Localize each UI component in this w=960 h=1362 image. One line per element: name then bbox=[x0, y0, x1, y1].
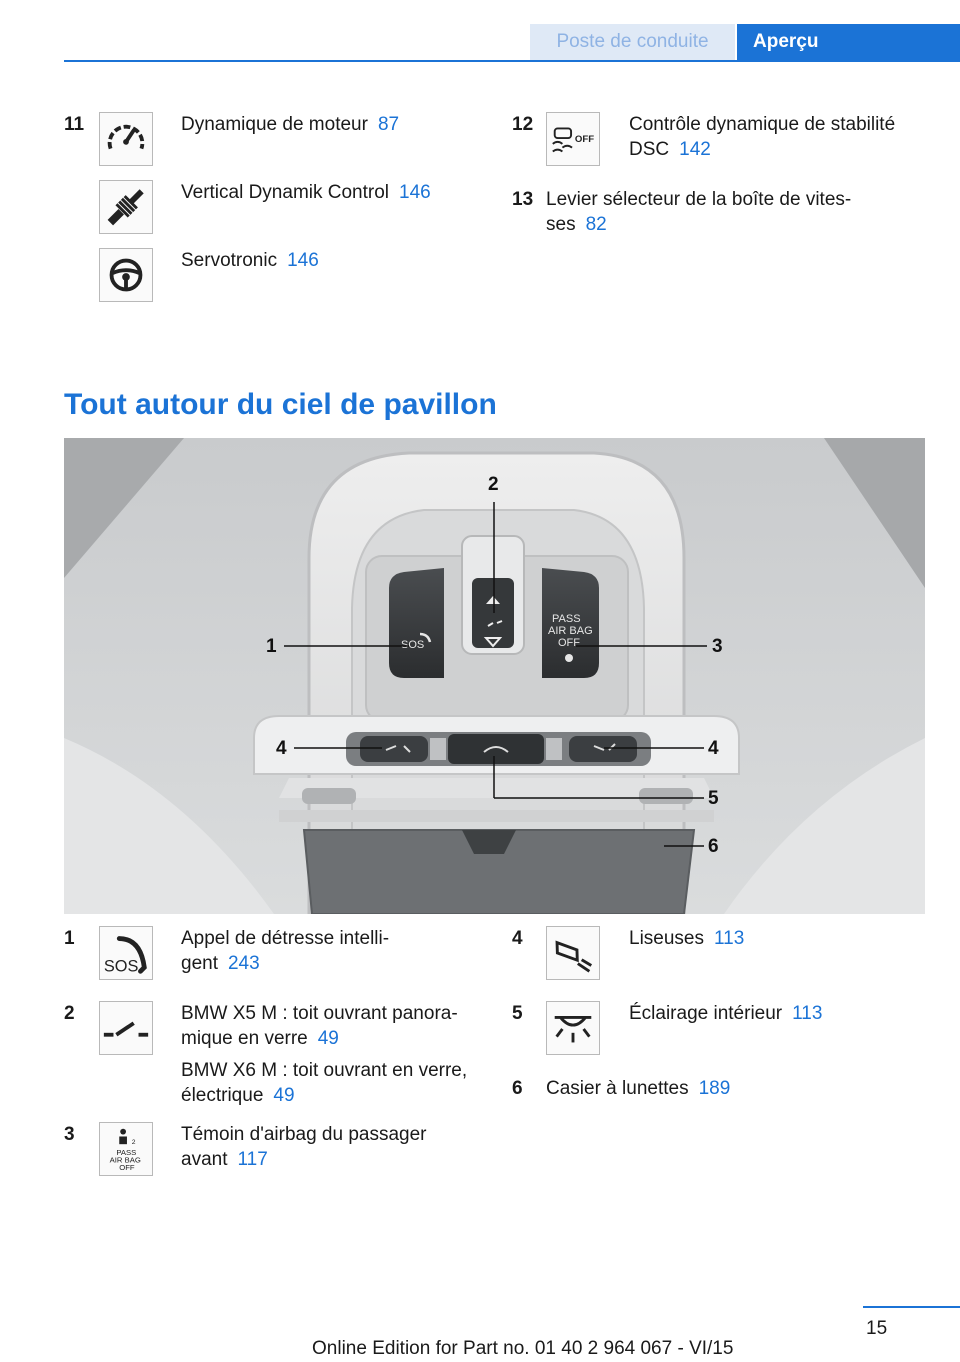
speedometer-icon bbox=[99, 112, 153, 166]
page-link[interactable]: 146 bbox=[287, 250, 319, 271]
item-label: Contrôle dynamique de stabilité bbox=[629, 114, 896, 135]
item-label: DSC bbox=[629, 139, 670, 160]
sos-phone-icon bbox=[99, 926, 153, 980]
item-label: Casier à lunettes bbox=[546, 1078, 689, 1099]
overhead-console-photo bbox=[64, 438, 925, 914]
list-item bbox=[629, 926, 744, 951]
shock-absorber-icon bbox=[99, 180, 153, 234]
item-label: avant bbox=[181, 1149, 228, 1170]
header-rule bbox=[64, 60, 960, 62]
callout-5: 5 bbox=[708, 788, 719, 809]
item-number-3: 3 bbox=[64, 1124, 75, 1145]
icon-text-airbag: AIR BAG bbox=[109, 1155, 141, 1165]
callout-2: 2 bbox=[488, 474, 499, 495]
svg-text:2: 2 bbox=[131, 1139, 136, 1147]
item-number-2: 2 bbox=[64, 1003, 75, 1024]
pass-label-1: PASS bbox=[552, 613, 581, 625]
list-item bbox=[181, 926, 389, 976]
dsc-off-icon bbox=[546, 112, 600, 166]
item-label: Éclairage intérieur bbox=[629, 1003, 783, 1024]
page-link[interactable]: 189 bbox=[698, 1078, 731, 1099]
passenger-airbag-icon bbox=[99, 1122, 153, 1176]
item-label: Vertical Dynamik Control bbox=[181, 182, 390, 203]
item-number-1: 1 bbox=[64, 928, 75, 949]
svg-text:SOS: SOS bbox=[103, 957, 139, 976]
item-number-11: 11 bbox=[64, 114, 85, 135]
page-link[interactable]: 82 bbox=[585, 214, 607, 235]
item-label: Témoin d'airbag du passager bbox=[181, 1124, 427, 1145]
item-label: Levier sélecteur de la boîte de vites- bbox=[546, 189, 852, 210]
item-number-12: 12 bbox=[512, 114, 534, 135]
svg-text:OFF: OFF bbox=[574, 133, 595, 145]
page-link[interactable]: 49 bbox=[273, 1085, 295, 1106]
page-link[interactable]: 146 bbox=[399, 182, 431, 203]
callout-6: 6 bbox=[708, 836, 719, 857]
list-item bbox=[629, 1001, 822, 1026]
page-link[interactable]: 113 bbox=[792, 1003, 823, 1024]
sunroof-icon bbox=[99, 1001, 153, 1055]
item-number-5: 5 bbox=[512, 1003, 523, 1024]
item-label: ses bbox=[546, 214, 576, 235]
page-link[interactable]: 142 bbox=[679, 139, 711, 160]
icon-text-pass: PASS bbox=[116, 1147, 137, 1157]
callout-4-left: 4 bbox=[276, 738, 287, 759]
item-number-6: 6 bbox=[512, 1078, 523, 1099]
page-link[interactable]: 113 bbox=[714, 928, 745, 949]
list-item bbox=[629, 112, 895, 162]
item-label: Liseuses bbox=[629, 928, 704, 949]
steering-wheel-icon bbox=[99, 248, 153, 302]
interior-light-icon bbox=[546, 1001, 600, 1055]
sos-label: SOS bbox=[401, 639, 425, 651]
list-item bbox=[181, 248, 319, 273]
list-item bbox=[181, 1001, 467, 1108]
footer-rule bbox=[863, 1306, 960, 1308]
page-link[interactable]: 117 bbox=[237, 1149, 268, 1170]
item-label: gent bbox=[181, 953, 218, 974]
item-label: électrique bbox=[181, 1085, 264, 1106]
tab-poste-de-conduite[interactable]: Poste de conduite bbox=[530, 24, 735, 60]
tab-apercu[interactable]: Aperçu bbox=[737, 24, 960, 60]
pass-label-2: AIR BAG bbox=[548, 625, 593, 637]
item-label: BMW X5 M : toit ouvrant panora- bbox=[181, 1003, 458, 1024]
list-item bbox=[181, 112, 399, 137]
icon-text-off: OFF bbox=[119, 1163, 135, 1173]
edition-note: Online Edition for Part no. 01 40 2 964 067 - VI/15 bbox=[312, 1338, 734, 1359]
section-title: Tout autour du ciel de pavillon bbox=[64, 388, 497, 421]
callout-1: 1 bbox=[266, 636, 277, 657]
page-link[interactable]: 87 bbox=[377, 114, 400, 135]
page-link[interactable]: 243 bbox=[227, 953, 260, 974]
item-label: Dynamique de moteur bbox=[181, 114, 368, 135]
item-label: Servotronic bbox=[181, 250, 278, 271]
list-item bbox=[546, 187, 851, 237]
item-number-4: 4 bbox=[512, 928, 523, 949]
item-number-13: 13 bbox=[512, 189, 534, 210]
list-item bbox=[181, 180, 431, 205]
list-item bbox=[181, 1122, 427, 1172]
page-number: 15 bbox=[866, 1318, 888, 1339]
pass-label-3: OFF bbox=[558, 637, 580, 649]
page-link[interactable]: 49 bbox=[317, 1028, 339, 1049]
reading-light-icon bbox=[546, 926, 600, 980]
callout-3: 3 bbox=[712, 636, 723, 657]
callout-4-right: 4 bbox=[708, 738, 719, 759]
item-label: mique en verre bbox=[181, 1028, 308, 1049]
item-label: Appel de détresse intelli- bbox=[181, 928, 390, 949]
list-item bbox=[546, 1076, 730, 1101]
item-label: BMW X6 M : toit ouvrant en verre, bbox=[181, 1060, 468, 1081]
